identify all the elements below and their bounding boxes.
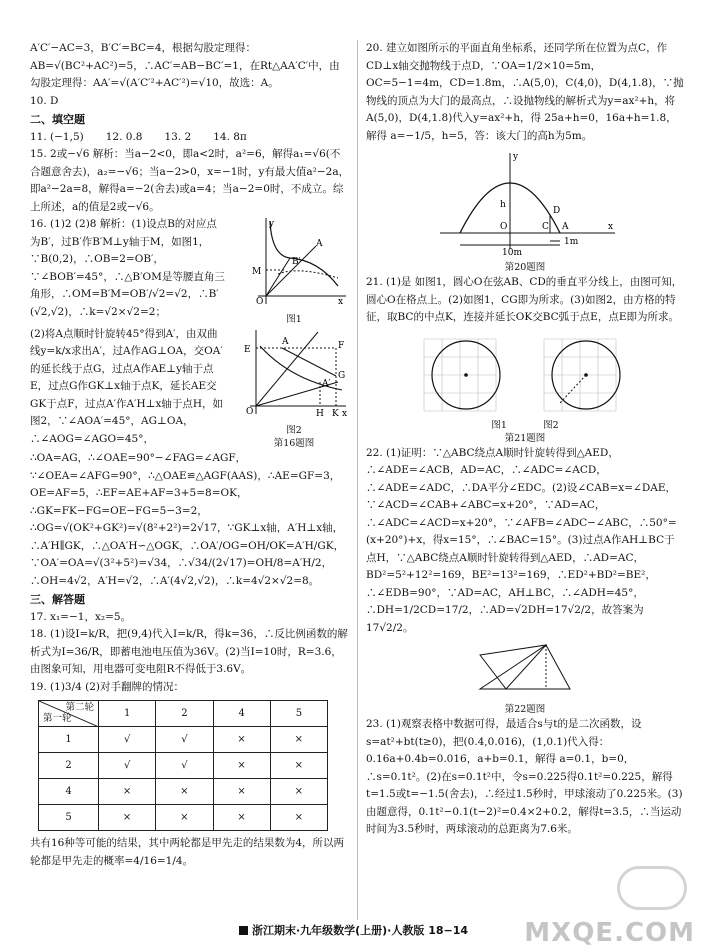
table-cell: × xyxy=(270,753,327,779)
figure-16-1-caption: 图1 xyxy=(286,313,302,325)
figure-20-caption: 第20题图 xyxy=(504,262,546,273)
answer-19: 19. (1)3/4 (2)对手翻牌的情况： xyxy=(30,680,185,693)
figure-16-1 xyxy=(238,216,350,326)
blank-answers xyxy=(30,129,350,147)
figure-21-captions xyxy=(366,419,684,432)
label-y: y xyxy=(269,219,275,229)
col-header: 4 xyxy=(213,701,270,727)
label-h: h xyxy=(500,200,506,210)
section-fill-blank: 二、填空题 xyxy=(30,113,85,126)
table-cell: × xyxy=(270,727,327,753)
answer-13: 13. 2 xyxy=(164,130,192,143)
draw-outcome-table xyxy=(38,700,328,831)
answer-15: 15. 2或−√6 解析：当a−2<0，即a<2时，a²=6，解得a₁=√6(不合题意舍去)，a₂=−√6；当a−2>0，x=−1时，y有最大值a²−2a，即a²−2a=8，解得a=−2(舍去)或a=4；当a−2=0时，不成立。综上所述，a的值是2或−√6。 xyxy=(30,148,350,213)
answer-10: 10. D xyxy=(30,94,59,107)
corner-second-round: 第二轮 xyxy=(65,702,94,713)
line-ag xyxy=(282,348,336,376)
table-cell: √ xyxy=(99,727,156,753)
figure-21 xyxy=(366,331,684,445)
segment-ob xyxy=(266,258,290,296)
label-B-prime: B′ xyxy=(292,257,301,267)
label-H: H xyxy=(316,408,324,418)
table-cell: × xyxy=(156,779,213,805)
table-cell: × xyxy=(99,805,156,831)
watermark-text: MXQE.COM xyxy=(524,917,695,948)
label-x: x xyxy=(608,222,614,232)
answer-21: 21. (1)是 如图1，圆心O在弦AB、CD的垂直平分线上，由图可知，圆心O在格点上。(2)如图1，CG即为所求。(3)如图2，由方格的特征，取BC的中点K，连接并延长OK交BC弧于点E，点E即为所求。 xyxy=(366,276,683,323)
label-A: A xyxy=(316,239,323,249)
triangle-abc xyxy=(480,645,570,689)
answer-16-part3: ∴OA=AG，∴∠OAE=90°−∠FAG=∠AGF，∵∠OEA=∠AFG=90°，∴△OAE≌△AGF(AAS)，∴AE=GF=3，OE=AF=5，∴EF=AE+AF=3+5=8=OK，∴GK=FK−FG=OE−FG=5−3=2，∴OG=√(OK²+GK²)=√(8²+2²)=2√17，∵GK⊥x轴，A′H⊥x轴，∴A′H∥GK，∴△OA′H∽△OGK，∴OA′/OG=OH/OK=A′H/GK，∵OA′=OA=√(3²+5²)=√34，∴√34/(2√17)=OH/8=A′H/2，∴OH=4√2，A′H=√2，∴A′(4√2,√2)，∴k=4√2×√2=8。 xyxy=(30,452,345,587)
label-O: O xyxy=(246,406,254,417)
row-label: 5 xyxy=(39,805,99,831)
table-corner-cell xyxy=(39,701,99,727)
table-cell: × xyxy=(213,779,270,805)
label-C: C xyxy=(542,222,549,232)
row-label: 4 xyxy=(39,779,99,805)
col-header: 1 xyxy=(99,701,156,727)
figure-16-caption: 第16题图 xyxy=(273,438,315,449)
label-x: x xyxy=(342,408,348,418)
figure-21-grid-1 xyxy=(424,339,496,411)
q16-block xyxy=(30,216,350,326)
figure-21-grid-2 xyxy=(544,339,616,411)
section-solutions: 三、解答题 xyxy=(30,593,85,606)
left-column xyxy=(30,40,350,870)
label-M: M xyxy=(252,267,262,277)
table-cell: √ xyxy=(156,727,213,753)
label-A: A xyxy=(282,336,289,347)
label-K: K xyxy=(332,408,339,418)
label-1m: 1m xyxy=(564,237,579,247)
label-x: x xyxy=(338,297,344,306)
label-D: D xyxy=(553,206,561,216)
table-cell: × xyxy=(270,779,327,805)
column-divider xyxy=(357,40,358,920)
table-cell: × xyxy=(213,727,270,753)
line-oke xyxy=(560,375,586,403)
right-column xyxy=(366,40,684,839)
figure-22-caption: 第22题图 xyxy=(504,704,546,715)
answer-12: 12. 0.8 xyxy=(105,130,143,143)
q16-block-2 xyxy=(30,326,350,451)
answer-16-part2: (2)将A点顺时针旋转45°得到A′，由双曲线y=k/x求出A′，过A作AG⊥OA，交OA′的延长线于点G，过点A作AE⊥y轴于点E，过点G作GK⊥x轴于点K，延长AE交GK于点F，过点A′作A′H⊥x轴于点H，如图2，∵∠AOA′=45°，AG⊥OA，∴∠AOG=∠AGO=45°， xyxy=(30,327,224,445)
label-A-prime: A′ xyxy=(322,378,331,389)
table-cell: √ xyxy=(99,753,156,779)
answer-18: 18. (1)设I=k/R，把(9,4)代入I=k/R，得k=36，∴反比例函数的解析式为I=36/R，即蓄电池电压值为36V。(2)当I=10时，R=3.6，由图象可知，用电器可变电阻R不得低于3.6V。 xyxy=(30,628,348,675)
label-O: O xyxy=(500,222,508,232)
table-cell: × xyxy=(156,805,213,831)
footer-mark-icon xyxy=(239,926,248,935)
corner-first-round: 第一轮 xyxy=(43,713,72,724)
row-label: 2 xyxy=(39,753,99,779)
figure-22 xyxy=(366,641,684,716)
figure-16-2-caption: 图2 xyxy=(286,425,302,436)
answer-14: 14. 8π xyxy=(213,130,247,143)
table-cell: × xyxy=(270,805,327,831)
figure-21-caption: 第21题图 xyxy=(504,432,546,444)
answer-11: 11. (−1,5) xyxy=(30,130,84,143)
label-A: A xyxy=(562,222,569,232)
q22-block xyxy=(366,445,684,638)
figure-21-2-label: 图2 xyxy=(543,419,559,431)
watermark-logo-icon xyxy=(617,866,687,910)
table-row xyxy=(39,779,328,805)
label-E: E xyxy=(244,344,251,355)
table-row xyxy=(39,753,328,779)
table-cell: × xyxy=(213,753,270,779)
answer-17: 17. x₁=−1，x₂=5。 xyxy=(30,610,132,623)
center-O-1 xyxy=(464,373,468,377)
table-cell: × xyxy=(99,779,156,805)
label-F: F xyxy=(338,340,345,351)
segment-oa xyxy=(266,246,316,296)
answer-23: 23. (1)观察表格中数据可得，最适合s与t的是二次函数，设s=at²+bt(t≥0)，把(0.4,0.016)，(1,0.1)代入得：0.16a+0.4b=0.016，a+b=0.1，解得 a=0.1，b=0，∴s=0.1t²。(2)在s=0.1t²中，令s=0.225得0.1t²=0.225，解得t=1.5或t=−1.5(舍去)，∴经过1.5秒时，甲球滚动了0.225米。(3)由题意得，0.1t²−0.1(t−2)²=0.4×2+0.2，解得t=3.5，∴当运动时间为3.5秒时，两球滚动的总距离为7.6米。 xyxy=(366,718,683,835)
answer-20: 20. 建立如图所示的平面直角坐标系，还同学所在位置为点C，作CD⊥x轴交抛物线于点D，∵OA=1/2×10=5m，OC=5−1=4m，CD=1.8m，∴A(5,0)，C(4,0)，D(4,1.8)，∵抛物线的顶点为大门的最高点，∴设抛物线的解析式为y=ax²+h，将A(5,0)，D(4,1.8)代入y=ax²+h，得 25a+h=0，16a+h=1.8，解得 a=−1/5，h=5，答：该大门的高h为5m。 xyxy=(366,42,684,142)
col-header: 2 xyxy=(156,701,213,727)
label-y: y xyxy=(513,152,519,162)
figure-20 xyxy=(366,149,684,274)
intro-paragraph: A′C′−AC=3，B′C′=BC=4，根据勾股定理得：AB=√(BC²+AC²)=5，∴AC′=AB−BC′=1，在Rt△AA′C′中，由勾股定理得：AA′=√(A′C′²+AC′²)=√10，故选：A。 xyxy=(30,42,340,89)
table-cell: √ xyxy=(156,753,213,779)
row-label: 1 xyxy=(39,727,99,753)
answer-22: 22. (1)证明：∵△ABC绕点A顺时针旋转得到△AED，∴∠ADE=∠ACB，AD=AC，∴∠ADC=∠ACD，∴∠ADE=∠ADC，∴DA平分∠EDC。(2)设∠CAB=x=∠DAE，∵∠ACD=∠CAB+∠ABC=x+20°，∵AD=AC，∴∠ADC=∠ACD=x+20°，∵∠AFB=∠ADC−∠ABC，∴50°=(x+20°)+x，得x=15°，∴∠BAC=15°。(3)过点A作AH⊥BC于点H，∵△ABC绕点A顺时针旋转得到△AED，∴AD=AC，BD²=5²+12²=169，BE²=13²=169，∴ED²+BD²=BE²，∴∠EDB=90°，∵AD=AC，AH⊥BC，∴∠ADH=45°，∴DH=1/2CD=17/2，∴AD=√2DH=17√2/2，故答案为17√2/2。 xyxy=(366,446,677,634)
figure-16-2 xyxy=(238,326,350,451)
table-row xyxy=(39,727,328,753)
label-O: O xyxy=(256,297,264,306)
answer-19-conclusion: 共有16种等可能的结果，其中两轮都是甲先走的结果数为4，所以两轮都是甲先走的概率=4/16=1/4。 xyxy=(30,837,345,867)
hyperbola-curve xyxy=(270,222,338,286)
col-header: 5 xyxy=(270,701,327,727)
table-cell: × xyxy=(213,805,270,831)
label-10m: 10m xyxy=(502,248,522,258)
footer-text: 浙江期末·九年级数学(上册)·人教版 18−14 xyxy=(251,924,469,937)
answer-16-part1: 16. (1)2 (2)8 解析：(1)设点B的对应点为B′，过B′作B′M⊥y轴于M，如图1，∵B(0,2)，∴OB=2=OB′，∵∠BOB′=45°，∴△B′OM是等腰直角三角形，∴OM=B′M=OB′/√2=√2，∴B′(√2,√2)，∴k=√2×√2=2； xyxy=(30,218,225,318)
figure-21-1-label: 图1 xyxy=(491,419,507,431)
table-row xyxy=(39,805,328,831)
table-header-row xyxy=(39,701,328,727)
label-G: G xyxy=(338,370,346,381)
